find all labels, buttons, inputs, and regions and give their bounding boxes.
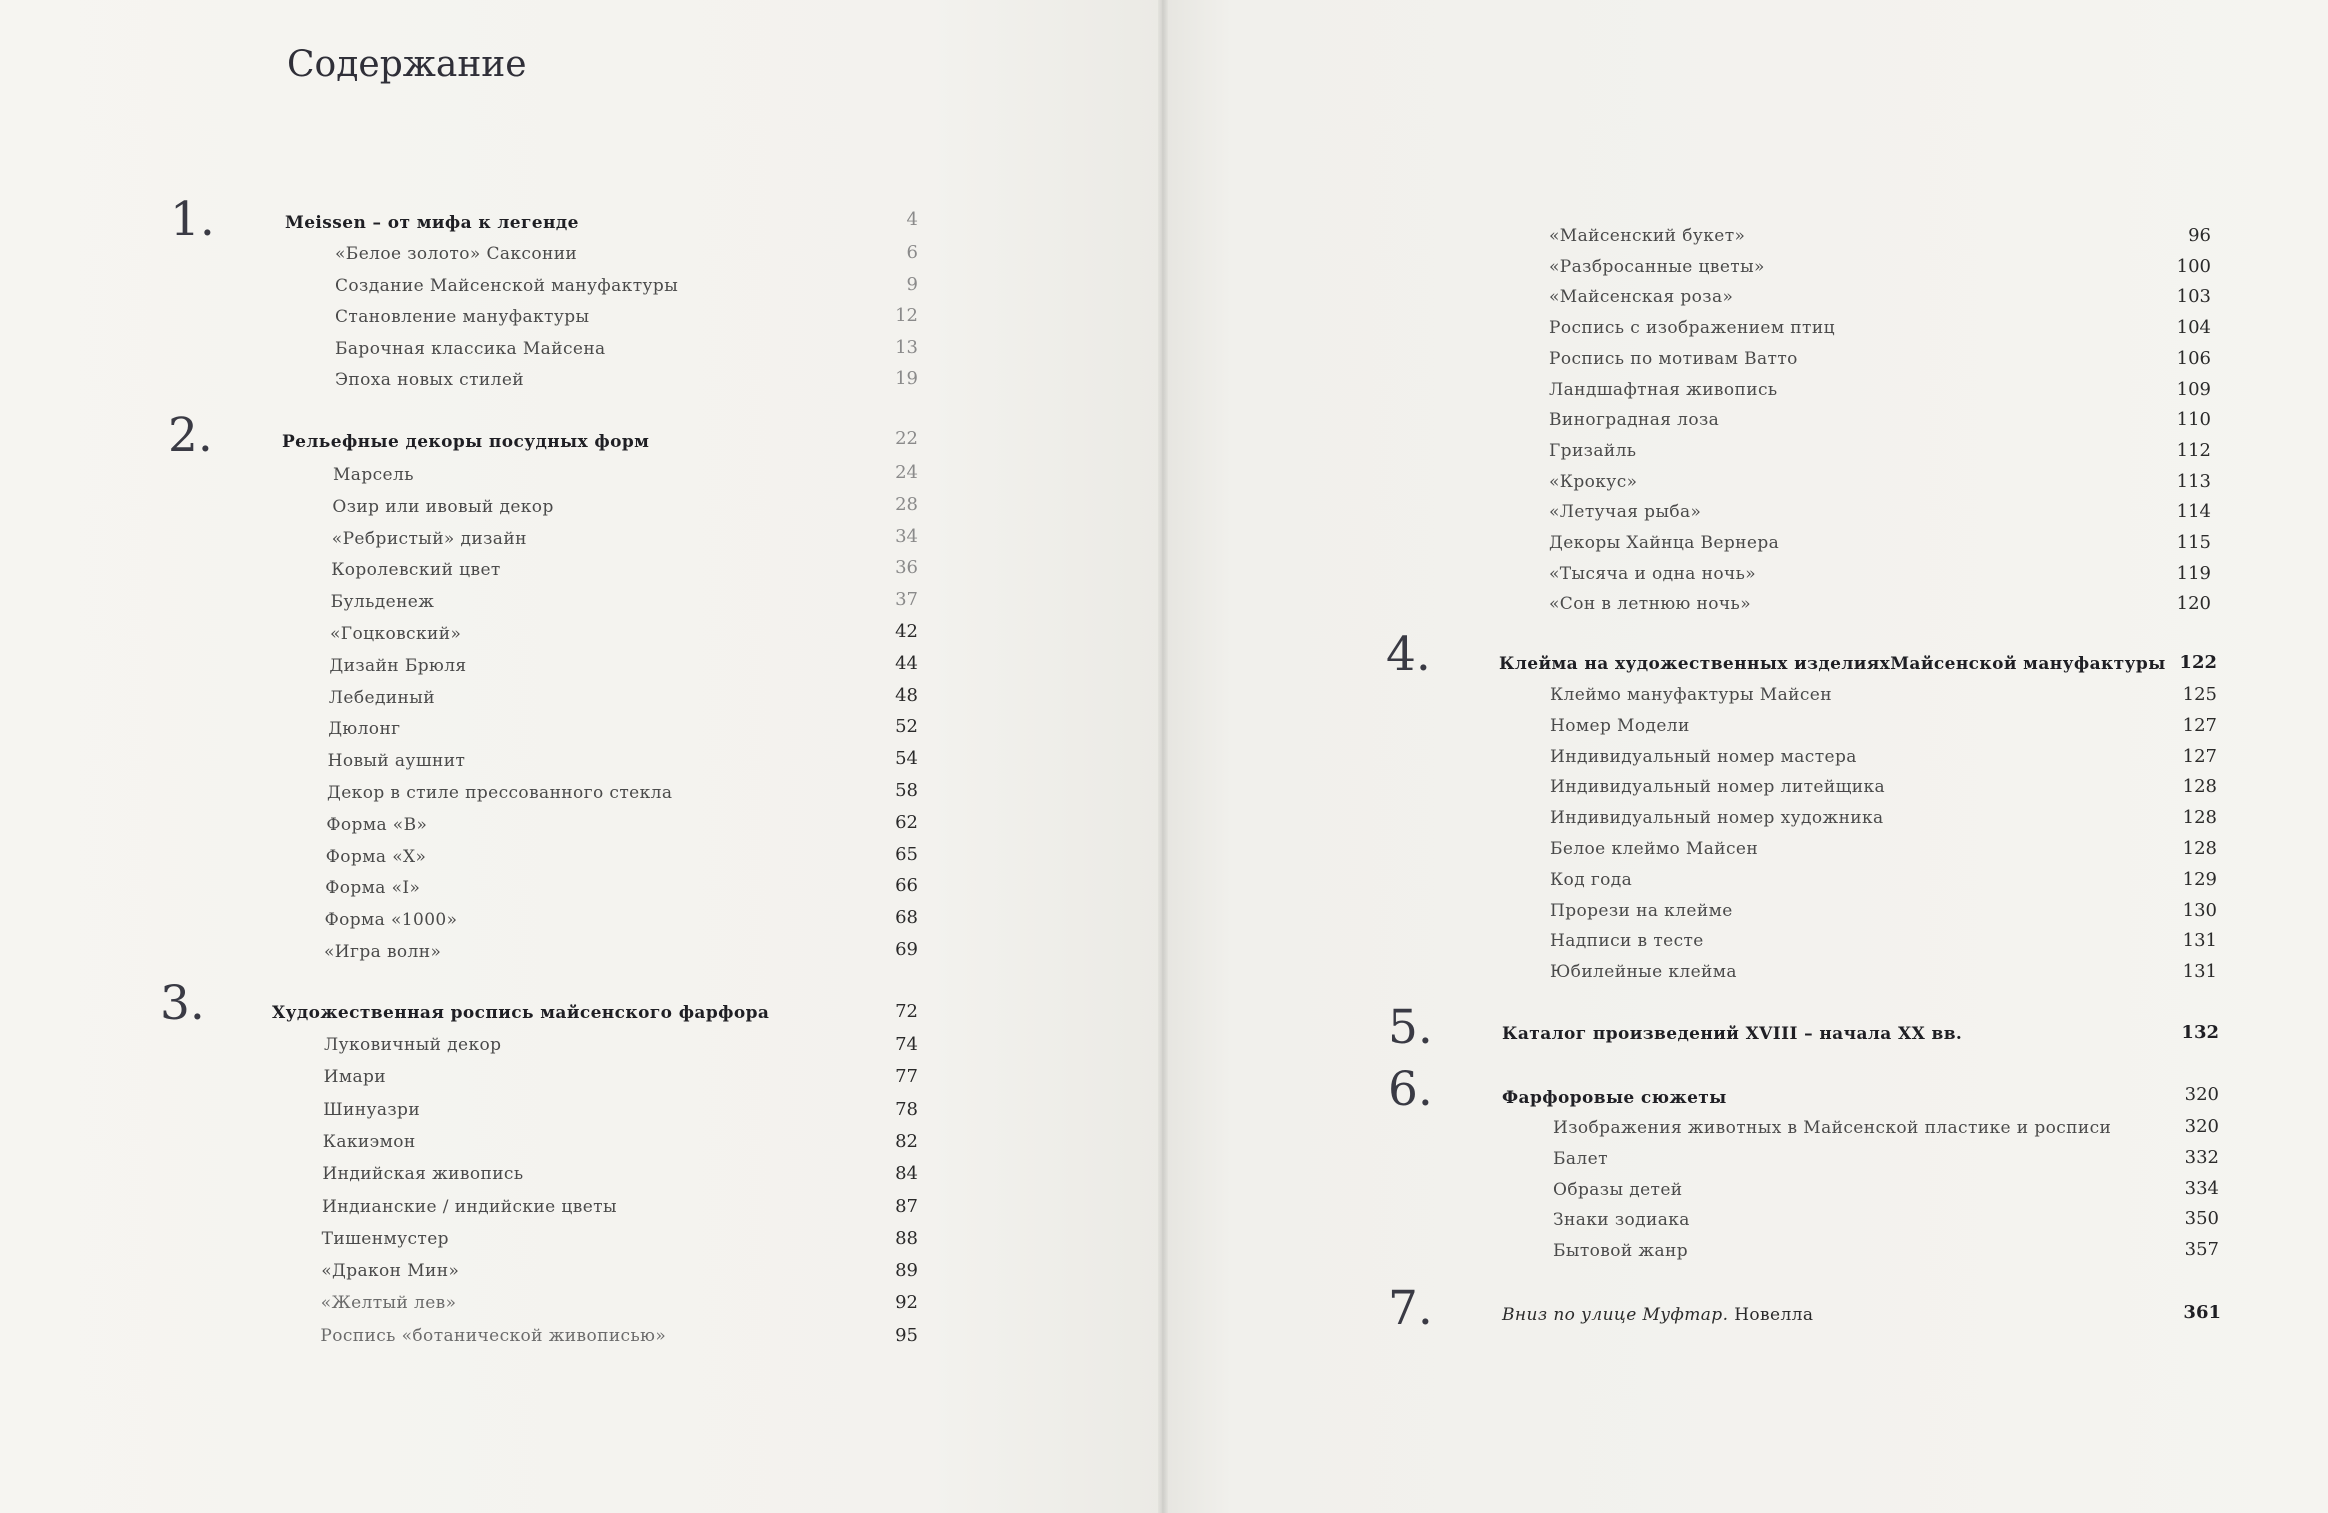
toc-page-number: 34 — [895, 525, 918, 547]
toc-page-number: 44 — [895, 652, 918, 674]
toc-page-number: 119 — [2176, 562, 2211, 584]
toc-page-number: 127 — [2182, 745, 2217, 767]
toc-entry: Дизайн Брюля — [329, 655, 467, 676]
toc-entry: «Разбросанные цветы» — [1549, 256, 1765, 277]
toc-entry: Становление мануфактуры — [335, 307, 590, 327]
toc-page-number: 334 — [2184, 1177, 2219, 1199]
chapter-title: Рельефные декоры посудных форм — [282, 432, 650, 452]
toc-page-number: 128 — [2182, 776, 2217, 798]
toc-entry: Форма «I» — [325, 878, 421, 899]
toc-entry: Виноградная лоза — [1549, 410, 1720, 431]
toc-entry: Декор в стиле прессованного стекла — [327, 783, 673, 803]
toc-page-number: 103 — [2176, 286, 2211, 308]
toc-entry: Балет — [1553, 1148, 1608, 1169]
toc-entry: «Игра волн» — [324, 942, 442, 962]
toc-entry: Код года — [1550, 869, 1633, 890]
chapter-page-number: 361 — [2183, 1302, 2221, 1323]
toc-page-number: 112 — [2176, 439, 2211, 461]
toc-entry: Индивидуальный номер литейщика — [1550, 777, 1886, 798]
toc-entry: Создание Майсенской мануфактуры — [335, 275, 679, 296]
chapter-title-rest: Новелла — [1728, 1305, 1814, 1325]
toc-page-number: 66 — [895, 875, 918, 897]
toc-page-number: 19 — [895, 368, 918, 389]
toc-page-number: 128 — [2182, 838, 2217, 859]
toc-page-number: 92 — [895, 1292, 918, 1314]
toc-page-number: 24 — [895, 462, 918, 483]
toc-entry: Номер Модели — [1550, 715, 1690, 736]
chapter-page-number: 72 — [895, 1001, 918, 1022]
chapter-number: 7. — [1388, 1281, 1433, 1336]
toc-entry: «Майсенская роза» — [1549, 287, 1734, 308]
toc-page-number: 52 — [895, 716, 918, 738]
toc-page-number: 62 — [895, 811, 918, 833]
toc-entry: Изображения животных в Майсенской пластике и росписи — [1553, 1118, 2112, 1138]
toc-entry: Дюлонг — [328, 719, 401, 740]
chapter-page-number: 4 — [906, 209, 918, 230]
toc-page-number: 6 — [906, 242, 918, 263]
toc-page-number: 12 — [895, 305, 918, 326]
toc-entry: Барочная классика Майсена — [335, 338, 606, 359]
chapter-title: Художественная роспись майсенского фарфора — [272, 1003, 770, 1023]
toc-page-number: 120 — [2176, 593, 2211, 615]
toc-page-number: 28 — [895, 493, 918, 515]
toc-entry: Юбилейные клейма — [1550, 962, 1737, 983]
toc-page-number: 54 — [895, 748, 918, 770]
toc-entry: «Летучая рыба» — [1549, 502, 1702, 523]
toc-entry: Форма «B» — [326, 814, 428, 835]
toc-entry: «Ребристый» дизайн — [331, 528, 527, 549]
toc-entry: Индийская живопись — [322, 1164, 524, 1185]
toc-entry: Роспись «ботанической живописью» — [320, 1325, 667, 1346]
toc-page-number: 9 — [906, 273, 918, 295]
chapter-page-number: 122 — [2179, 652, 2217, 673]
chapter-page-number: 22 — [895, 428, 918, 449]
toc-entry: Ландшафтная живопись — [1549, 379, 1778, 400]
chapter-page-number: 320 — [2184, 1084, 2219, 1105]
toc-entry: Тишенмустер — [321, 1228, 449, 1249]
toc-page-number: 82 — [895, 1130, 918, 1152]
toc-page-number: 58 — [895, 780, 918, 801]
toc-page-number: 89 — [895, 1260, 918, 1282]
toc-page-number: 84 — [895, 1163, 918, 1185]
toc-page-number: 37 — [895, 589, 918, 611]
toc-entry: Бульденеж — [330, 592, 435, 613]
page-title: Содержание — [287, 44, 527, 85]
chapter-number: 4. — [1386, 627, 1431, 682]
toc-page-number: 130 — [2182, 899, 2217, 921]
toc-entry: «Дракон Мин» — [321, 1261, 460, 1282]
toc-page-number: 320 — [2184, 1116, 2219, 1137]
toc-page-number: 68 — [895, 907, 918, 929]
toc-entry: Какиэмон — [322, 1131, 416, 1152]
chapter-title-italic: Вниз по улице Муфтар. — [1502, 1305, 1729, 1325]
toc-entry: Надписи в тесте — [1550, 931, 1704, 952]
toc-page-number: 114 — [2176, 501, 2211, 523]
toc-page-number: 131 — [2182, 930, 2217, 952]
toc-page-number: 36 — [895, 557, 918, 579]
toc-entry: Форма «X» — [325, 846, 427, 867]
toc-entry: Форма «1000» — [324, 910, 458, 931]
toc-page-number: 42 — [895, 621, 918, 642]
toc-entry: Белое клеймо Майсен — [1550, 839, 1759, 859]
toc-entry: Лебединый — [328, 687, 435, 708]
toc-page-number: 74 — [895, 1034, 918, 1055]
toc-entry: «Крокус» — [1549, 471, 1638, 492]
toc-entry: Марсель — [333, 465, 414, 485]
toc-entry: Шинуазри — [323, 1099, 421, 1120]
toc-page-number: 357 — [2184, 1239, 2219, 1261]
chapter-number: 6. — [1388, 1062, 1433, 1117]
toc-entry: Новый аушнит — [327, 751, 466, 772]
toc-page-number: 96 — [2188, 225, 2211, 246]
toc-entry: Гризайль — [1549, 440, 1637, 461]
toc-entry: Прорези на клейме — [1550, 900, 1733, 921]
toc-entry: Образы детей — [1553, 1179, 1683, 1200]
toc-page-number: 113 — [2176, 470, 2211, 492]
toc-entry: Имари — [323, 1067, 386, 1088]
toc-entry: «Желтый лев» — [320, 1293, 457, 1314]
toc-entry: Клеймо мануфактуры Майсен — [1550, 685, 1832, 705]
toc-entry: Знаки зодиака — [1553, 1210, 1690, 1231]
toc-page-number: 115 — [2176, 532, 2211, 553]
toc-page-number: 100 — [2176, 255, 2211, 277]
toc-page-number: 127 — [2182, 714, 2217, 736]
toc-page-number: 65 — [895, 843, 918, 865]
chapter-number: 3. — [160, 976, 205, 1031]
toc-page-number: 332 — [2184, 1146, 2219, 1168]
toc-entry: Роспись по мотивам Ватто — [1549, 348, 1798, 369]
toc-page-number: 128 — [2182, 807, 2217, 829]
toc-entry: Индивидуальный номер художника — [1550, 808, 1884, 829]
toc-page-number: 131 — [2182, 961, 2217, 983]
toc-entry: Роспись с изображением птиц — [1549, 318, 1835, 339]
toc-page-number: 69 — [895, 939, 918, 960]
chapter-number: 5. — [1388, 1000, 1433, 1055]
toc-entry: Эпоха новых стилей — [335, 370, 525, 390]
chapter-page-number: 132 — [2181, 1022, 2219, 1043]
toc-page-number: 88 — [895, 1227, 918, 1249]
toc-page-number: 109 — [2176, 378, 2211, 400]
toc-page-number: 106 — [2176, 347, 2211, 369]
toc-entry: Бытовой жанр — [1553, 1241, 1688, 1262]
toc-page-number: 87 — [895, 1195, 918, 1217]
toc-page-number: 104 — [2176, 317, 2211, 339]
chapter-title: Фарфоровые сюжеты — [1502, 1088, 1727, 1108]
toc-page-number: 110 — [2176, 409, 2211, 431]
toc-page-number: 13 — [895, 336, 918, 358]
toc-entry: «Сон в летнюю ночь» — [1549, 594, 1752, 615]
toc-page-number: 48 — [895, 684, 918, 706]
chapter-title: Каталог произведений XVIII – начала XX вв. — [1502, 1024, 1963, 1044]
chapter-title — [1502, 1307, 1813, 1324]
toc-entry: Королевский цвет — [331, 560, 501, 581]
toc-page-number: 77 — [895, 1066, 918, 1088]
chapter-number: 2. — [168, 408, 213, 463]
toc-page-number: 350 — [2184, 1208, 2219, 1230]
toc-entry: Озир или ивовый декор — [332, 496, 554, 517]
toc-entry: «Белое золото» Саксонии — [335, 244, 578, 264]
chapter-number: 1. — [170, 192, 215, 247]
chapter-title: Клейма на художественных изделияхМайсенской мануфактуры — [1499, 654, 2166, 674]
toc-entry: «Тысяча и одна ночь» — [1549, 563, 1757, 584]
toc-page-number: 125 — [2182, 684, 2217, 705]
toc-entry: «Майсенский букет» — [1549, 226, 1746, 246]
chapter-title: Meissen – от мифа к легенде — [285, 213, 579, 233]
toc-page-number: 129 — [2182, 868, 2217, 890]
toc-page-number: 78 — [895, 1098, 918, 1120]
toc-page-number: 95 — [895, 1324, 918, 1346]
toc-entry: Луковичный декор — [324, 1035, 502, 1055]
toc-entry: «Гоцковский» — [330, 624, 462, 644]
toc-entry: Декоры Хайнца Вернера — [1549, 533, 1780, 553]
book-gutter — [1158, 0, 1168, 1513]
toc-entry: Индивидуальный номер мастера — [1550, 746, 1857, 767]
toc-entry: Индианские / индийские цветы — [322, 1196, 617, 1217]
